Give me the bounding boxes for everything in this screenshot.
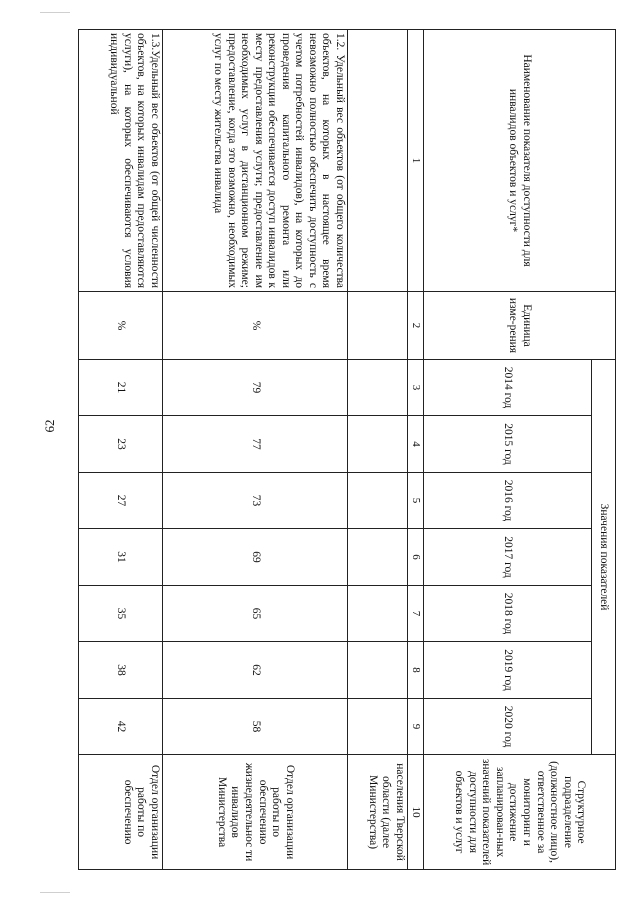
continuation-cell bbox=[348, 642, 408, 699]
header-year-2017: 2017 год bbox=[424, 529, 592, 586]
header-indicator-name: Наименование показателя доступности для инвалидов объектов и услуг* bbox=[424, 30, 616, 292]
continuation-cell bbox=[348, 586, 408, 642]
continuation-cell bbox=[348, 416, 408, 473]
header-year-2020: 2020 год bbox=[424, 699, 592, 755]
column-number: 7 bbox=[408, 586, 424, 642]
row-value-2018: 35 bbox=[79, 586, 163, 642]
row-value-2015: 77 bbox=[163, 416, 348, 473]
row-value-2015: 23 bbox=[79, 416, 163, 473]
row-value-2019: 38 bbox=[79, 642, 163, 699]
continuation-cell bbox=[348, 30, 408, 292]
column-number: 6 bbox=[408, 529, 424, 586]
rotated-page-content bbox=[80, 29, 616, 869]
row-value-2016: 73 bbox=[163, 473, 348, 529]
continuation-cell bbox=[348, 699, 408, 755]
row-value-2020: 58 bbox=[163, 699, 348, 755]
continuation-cell bbox=[348, 473, 408, 529]
row-responsible: Отдел организации работы по обеспечению bbox=[79, 755, 163, 870]
header-year-2018: 2018 год bbox=[424, 586, 592, 642]
row-value-2016: 27 bbox=[79, 473, 163, 529]
continuation-cell bbox=[348, 529, 408, 586]
scan-mark-bottom bbox=[40, 892, 70, 893]
row-value-2020: 42 bbox=[79, 699, 163, 755]
continuation-cell bbox=[348, 292, 408, 360]
header-year-2014: 2014 год bbox=[424, 360, 592, 416]
row-responsible: Отдел организации работы по обеспечению жизнедеятельнос ти инвалидов Министерства bbox=[163, 755, 348, 870]
column-number: 9 bbox=[408, 699, 424, 755]
continuation-cell bbox=[348, 360, 408, 416]
indicators-table bbox=[78, 29, 616, 870]
column-number: 5 bbox=[408, 473, 424, 529]
row-value-2014: 79 bbox=[163, 360, 348, 416]
scan-mark-top bbox=[40, 12, 70, 13]
column-number: 10 bbox=[408, 755, 424, 870]
header-year-2015: 2015 год bbox=[424, 416, 592, 473]
header-year-2019: 2019 год bbox=[424, 642, 592, 699]
column-number: 8 bbox=[408, 642, 424, 699]
column-number: 2 bbox=[408, 292, 424, 360]
header-values-group: Значения показателей bbox=[592, 360, 616, 755]
row-indicator-name: 1.3.Удельный вес объектов (от общей численности объектов, на которых инвалидам предоставляются услуги), на которых обеспечиваются условия индивидуальной bbox=[79, 30, 163, 292]
continuation-responsible: населения Тверской области (далее Министерства) bbox=[348, 755, 408, 870]
header-year-2016: 2016 год bbox=[424, 473, 592, 529]
row-indicator-name: 1.2. Удельный вес объектов (от общего количества объектов, на которых в настоящее время невозможно полностью обеспечить доступность с учетом потребностей инвалидов), на которых до проведения капитального ремонта или реконструкции обеспечивается доступ инвалидов к месту предоставления услуги; предоставление им необходимых услуг в дистанционном режиме; предоставление, когда это возможно, необходимых услуг по месту жительства инвалида bbox=[163, 30, 348, 292]
column-number: 4 bbox=[408, 416, 424, 473]
header-unit: Единица изме-рения bbox=[424, 292, 616, 360]
row-value-2017: 69 bbox=[163, 529, 348, 586]
row-value-2018: 65 bbox=[163, 586, 348, 642]
row-value-2017: 31 bbox=[79, 529, 163, 586]
header-responsible: Структурное подразделение (должностное лицо), ответственное за мониторинг и достижение запланирован-ных значений показателей доступности для объектов и услуг bbox=[424, 755, 616, 870]
row-unit: % bbox=[79, 292, 163, 360]
column-number: 3 bbox=[408, 360, 424, 416]
row-unit: % bbox=[163, 292, 348, 360]
column-number: 1 bbox=[408, 30, 424, 292]
row-value-2019: 62 bbox=[163, 642, 348, 699]
page-number: 62 bbox=[42, 419, 57, 433]
row-value-2014: 21 bbox=[79, 360, 163, 416]
